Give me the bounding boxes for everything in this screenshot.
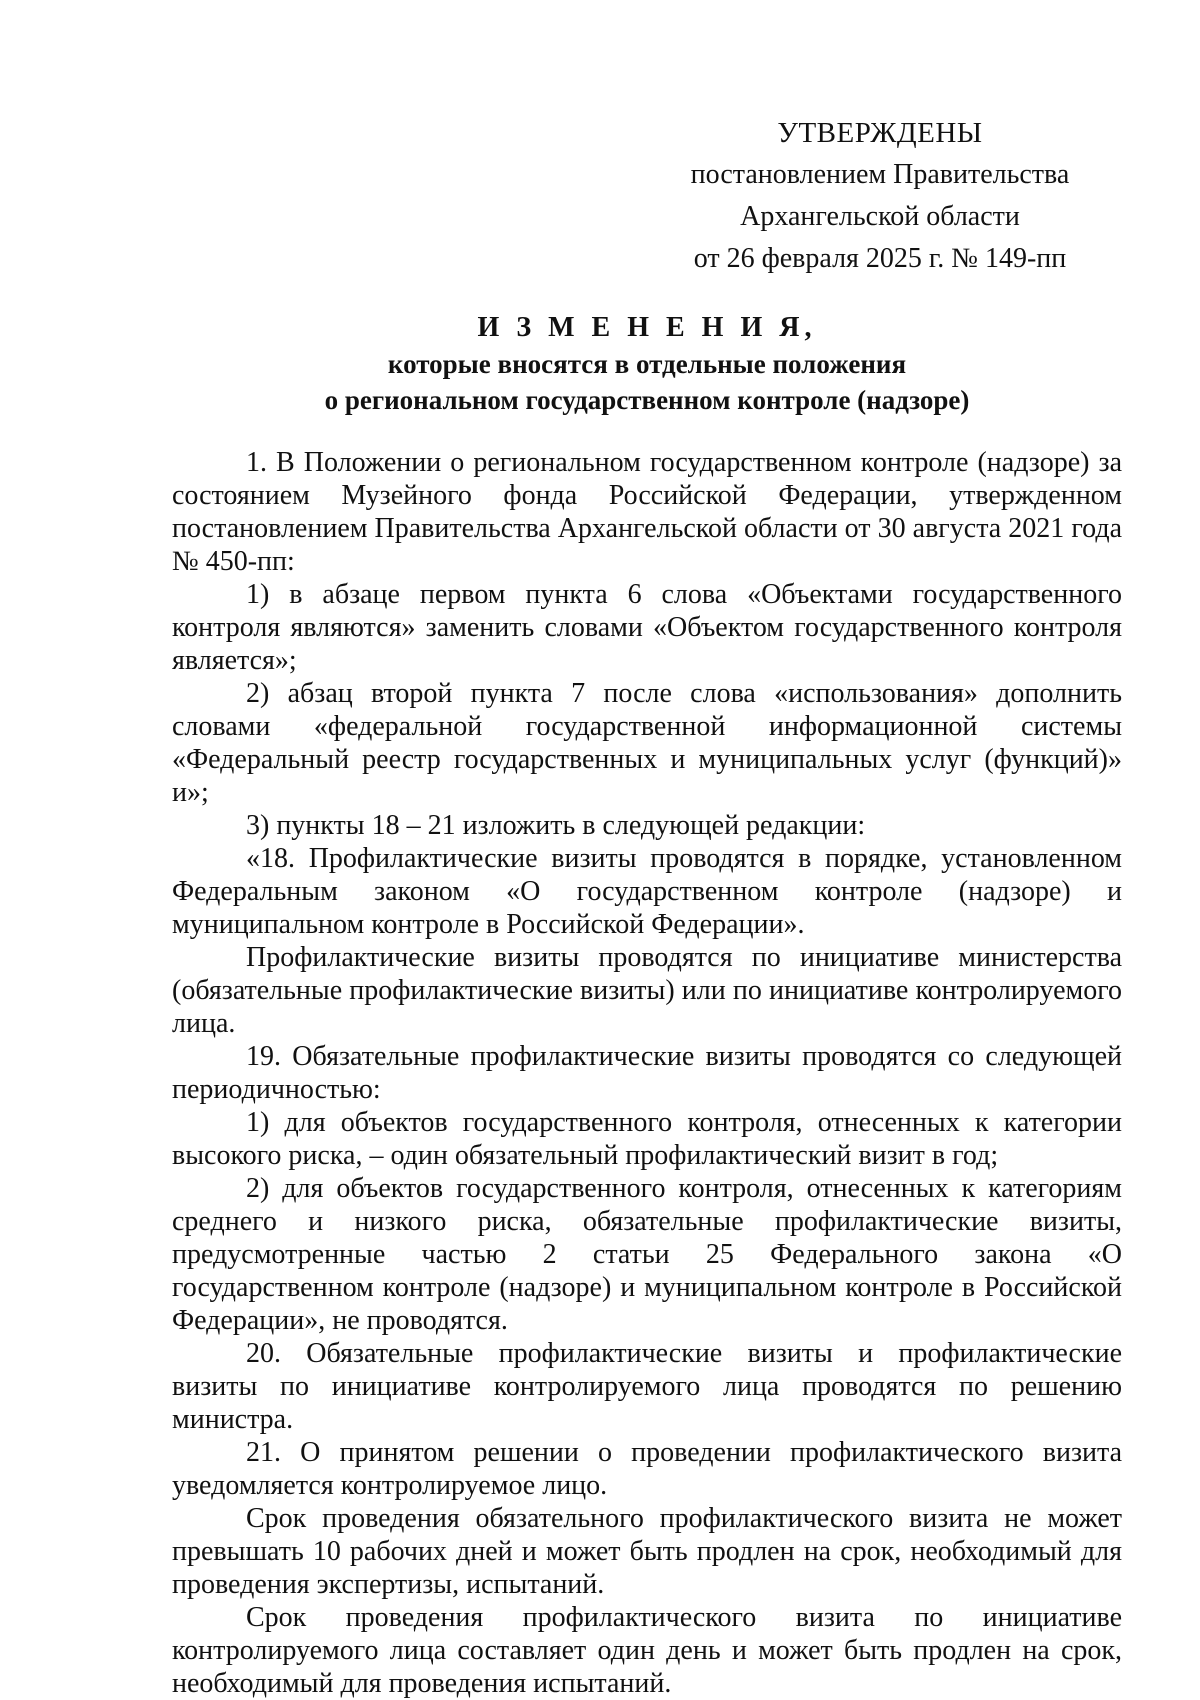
paragraph: 19. Обязательные профилактические визиты проводятся со следующей периодичностью: [172, 1041, 1122, 1105]
approval-line-2: Архангельской области [740, 201, 1020, 232]
paragraph: 21. О принятом решении о проведении профилактического визита уведомляется контролируемое лицо. [172, 1437, 1122, 1501]
paragraph: Срок проведения обязательного профилактического визита не может превышать 10 рабочих дней и может быть продлен на срок, необходимый для проведения экспертизы, испытаний. [172, 1503, 1122, 1600]
paragraph: 20. Обязательные профилактические визиты и профилактические визиты по инициативе контролируемого лица проводятся по решению министра. [172, 1338, 1122, 1435]
paragraph: 1) в абзаце первом пункта 6 слова «Объектами государственного контроля являются» заменить словами «Объектом государственного контроля является»; [172, 579, 1122, 676]
paragraph: 3) пункты 18 – 21 изложить в следующей редакции: [246, 810, 866, 841]
paragraph: Срок проведения профилактического визита по инициативе контролируемого лица составляет один день и может быть продлен на срок, необходимый для проведения испытаний. [172, 1602, 1122, 1699]
paragraph: 2) для объектов государственного контроля, отнесенных к категориям среднего и низкого риска, обязательные профилактические визиты, предусмотренные частью 2 статьи 25 Федерального закона «О государственном контроле (надзоре) и муниципальном контроле в Российской Федерации», не проводятся. [172, 1173, 1122, 1336]
paragraph: 2) абзац второй пункта 7 после слова «использования» дополнить словами «федеральной государственной информационной системы «Федеральный реестр государственных и муниципальных услуг (функций)» и»; [172, 678, 1122, 808]
document-subtitle-line-2: о региональном государственном контроле (надзоре) [324, 385, 970, 415]
paragraph: 1. В Положении о региональном государственном контроле (надзоре) за состоянием Музейного фонда Российской Федерации, утвержденном постановлением Правительства Архангельской области от 30 августа 2021 года № 450-пп: [172, 447, 1122, 577]
document-body [172, 446, 1122, 1700]
document-subtitle-line-1: которые вносятся в отдельные положения [387, 349, 907, 379]
approval-block [660, 112, 1100, 280]
approval-line-1: постановлением Правительства [690, 159, 1070, 190]
approval-line-3: от 26 февраля 2025 г. № 149-пп [693, 243, 1067, 274]
paragraph: Профилактические визиты проводятся по инициативе министерства (обязательные профилактические визиты) или по инициативе контролируемого лица. [172, 942, 1122, 1039]
approval-stamp: УТВЕРЖДЕНЫ [777, 117, 983, 149]
paragraph: 1) для объектов государственного контроля, отнесенных к категории высокого риска, – один обязательный профилактический визит в год; [172, 1107, 1122, 1171]
document-title: И З М Е Н Е Н И Я, [477, 312, 817, 343]
document-heading [172, 310, 1122, 418]
paragraph: «18. Профилактические визиты проводятся в порядке, установленном Федеральным законом «О государственном контроле (надзоре) и муниципальном контроле в Российской Федерации». [172, 843, 1122, 940]
